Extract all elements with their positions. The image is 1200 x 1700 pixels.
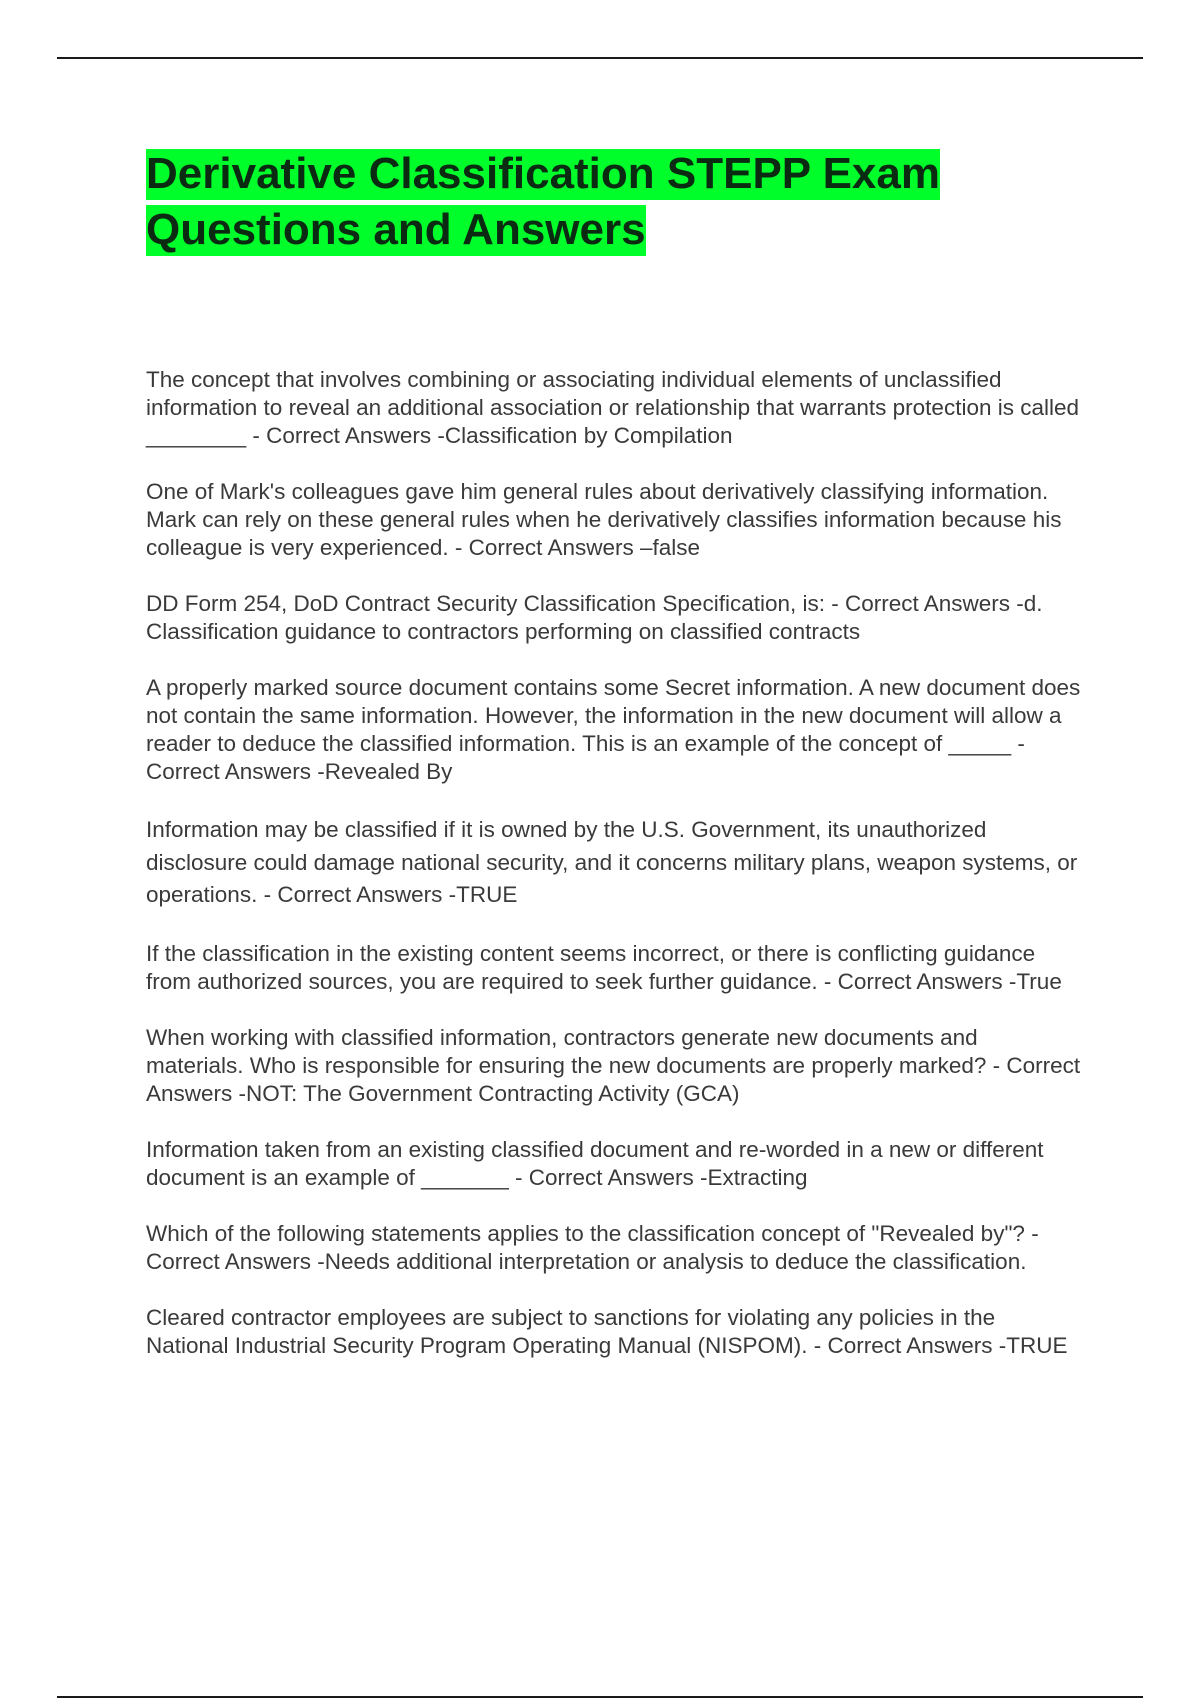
title-line-1: Derivative Classification STEPP Exam [146, 149, 940, 198]
header-rule [57, 57, 1143, 59]
qa-item-1: The concept that involves combining or associating individual elements of unclassified information to reveal an additional association or relationship that warrants protection is called ________ - Correct Answers -Classification by Compilation [146, 367, 1080, 448]
qa-item-2: One of Mark's colleagues gave him general rules about derivatively classifying information. Mark can rely on these general rules when he derivatively classifies information because his colleague is very experienced. - Correct Answers –false [146, 479, 1062, 560]
footer-rule [57, 1696, 1143, 1698]
qa-item-3: DD Form 254, DoD Contract Security Classification Specification, is: - Correct Answers -d. Classification guidance to contractors performing on classified contracts [146, 591, 1043, 644]
qa-item-7: When working with classified information, contractors generate new documents and materials. Who is responsible for ensuring the new documents are properly marked? - Correct Answers -NOT: The Government Contracting Activity (GCA) [146, 1024, 1081, 1106]
document-title [146, 146, 1046, 258]
qa-item-4: A properly marked source document contains some Secret information. A new document does not contain the same information. However, the information in the new document will allow a reader to deduce the classified information. This is an example of the concept of _____ - Correct Answers -Revealed By [146, 675, 1081, 784]
title-block [146, 146, 1046, 258]
qa-item-6: If the classification in the existing content seems incorrect, or there is conflicting guidance from authorized sources, you are required to seek further guidance. - Correct Answers -True [146, 940, 1062, 994]
qa-item-8: Information taken from an existing classified document and re-worded in a new or different document is an example of _______ - Correct Answers -Extracting [146, 1136, 1044, 1190]
qa-item-9: Which of the following statements applies to the classification concept of "Revealed by"? - Correct Answers -Needs additional interpretation or analysis to deduce the classification. [146, 1220, 1039, 1274]
title-line-2: Questions and Answers [146, 205, 646, 254]
qa-item-5: Information may be classified if it is owned by the U.S. Government, its unauthorized disclosure could damage national security, and it concerns military plans, weapon systems, or operations. - Correct Answers -TRUE [146, 817, 1078, 907]
qa-item-10: Cleared contractor employees are subject to sanctions for violating any policies in the National Industrial Security Program Operating Manual (NISPOM). - Correct Answers -TRUE [146, 1304, 1068, 1358]
qa-list [146, 366, 1081, 1388]
